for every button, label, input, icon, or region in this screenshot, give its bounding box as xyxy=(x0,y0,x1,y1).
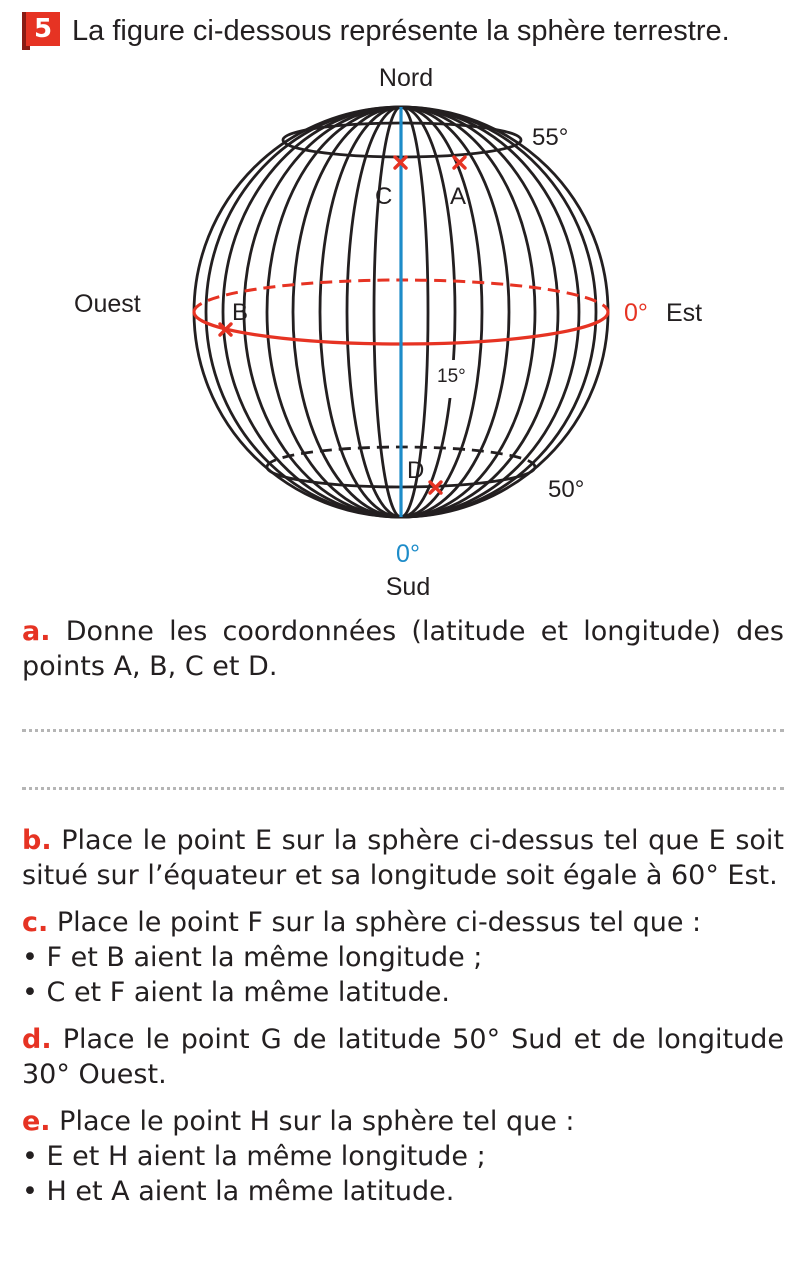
bullet-text: E et H aient la même longitude ; xyxy=(46,1141,486,1172)
bullet-text: C et F aient la même latitude. xyxy=(46,977,450,1008)
point-b-label: B xyxy=(232,299,249,326)
exercise-number: 5 xyxy=(26,12,60,46)
questions xyxy=(22,614,784,1209)
question-e-bullet-2: • H et A aient la même latitude. xyxy=(22,1176,455,1207)
east-label: Est xyxy=(666,299,703,327)
latitude-50-label: 50° xyxy=(548,476,585,503)
question-e-bullet-1: • E et H aient la même longitude ; xyxy=(22,1141,486,1172)
earth-sphere-figure xyxy=(0,55,803,610)
bullet-text: H et A aient la même latitude. xyxy=(46,1176,455,1207)
exercise-number-badge xyxy=(22,12,60,50)
question-e xyxy=(22,1104,784,1139)
exercise-title: La figure ci-dessous représente la sphère terrestre. xyxy=(72,14,730,47)
bullet-text: F et B aient la même longitude ; xyxy=(46,942,483,973)
question-a xyxy=(22,614,784,684)
question-d-letter: d. xyxy=(22,1024,52,1055)
question-d xyxy=(22,1022,784,1092)
prime-meridian-label: 0° xyxy=(396,540,420,568)
question-c xyxy=(22,905,784,940)
question-b xyxy=(22,823,784,893)
south-label: Sud xyxy=(385,573,431,601)
latitude-55-label: 55° xyxy=(532,124,569,151)
question-c-text: Place le point F sur la sphère ci-dessus tel que : xyxy=(56,907,702,938)
point-c-label: C xyxy=(375,183,393,210)
question-c-letter: c. xyxy=(22,907,49,938)
point-d-label: D xyxy=(407,457,425,484)
exercise-header xyxy=(22,12,730,50)
question-b-letter: b. xyxy=(22,825,52,856)
question-d-text: Place le point G de latitude 50° Sud et de longitude 30° Ouest. xyxy=(22,1024,784,1090)
question-b-text: Place le point E sur la sphère ci-dessus tel que E soit situé sur l’équateur et sa longitude soit égale à 60° Est. xyxy=(22,825,784,891)
west-label: Ouest xyxy=(74,290,141,318)
question-c-bullet-1: • F et B aient la même longitude ; xyxy=(22,942,483,973)
question-e-text: Place le point H sur la sphère tel que : xyxy=(59,1106,575,1137)
question-a-text: Donne les coordonnées (latitude et longitude) des points A, B, C et D. xyxy=(22,616,784,682)
north-label: Nord xyxy=(378,64,434,92)
question-e-letter: e. xyxy=(22,1106,51,1137)
question-c-bullet-2: • C et F aient la même latitude. xyxy=(22,977,450,1008)
equator-label: 0° xyxy=(624,299,648,327)
meridian-step-label: 15° xyxy=(437,366,466,387)
question-a-letter: a. xyxy=(22,616,51,647)
point-a-label: A xyxy=(450,183,467,210)
